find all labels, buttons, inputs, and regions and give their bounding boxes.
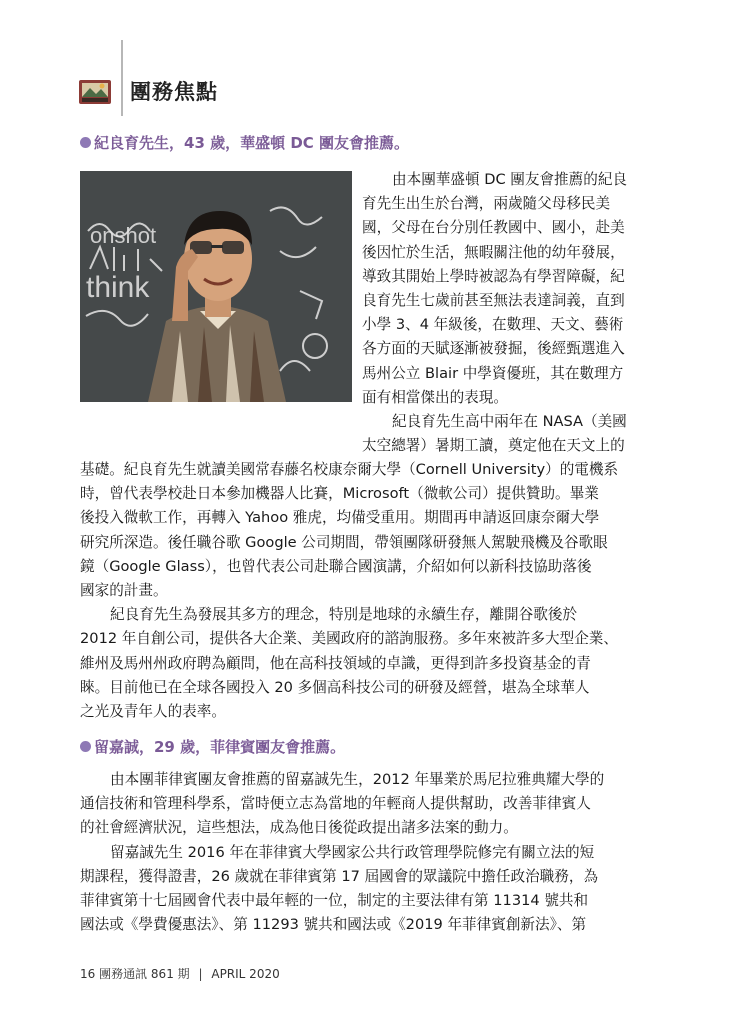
bullet-icon: [80, 741, 91, 752]
profile-body-wrapped: 由本團華盛頓 DC 團友會推薦的紀良 育先生出生於台灣，兩歲隨父母移民美 國，父母在台分別任教國中、國小，赴美 後因忙於生活，無暇關注他的幼年發展， 導致其開始上學時被認為有學習障礙，紀 良育先生七歲前甚至無法表達詞義，直到 小學 3、4 年級後，在數理、天文、藝術 各方面的天賦逐漸被發掘，後經甄選進入 馬州公立 Blair 中學資優班，其在數理方 面有相當傑出的表現。 紀良育先生高中兩年在 NASA（美國 太空總署）暑期工讀，奠定他在天文上的: [362, 171, 628, 455]
svg-text:onshot: onshot: [90, 223, 157, 248]
publication-name: 團務通訊 861 期: [99, 967, 190, 981]
svg-text:think: think: [86, 271, 150, 304]
footer-separator: |: [198, 967, 203, 981]
profile-photo: [80, 171, 352, 402]
header-divider: [121, 40, 123, 116]
section-title: 團務焦點: [130, 80, 218, 104]
profile-body-full: 由本團菲律賓團友會推薦的留嘉誠先生，2012 年畢業於馬尼拉雅典耀大學的 通信技術和管理科學系，當時便立志為當地的年輕商人提供幫助，改善菲律賓人 的社會經濟狀況，這些想法，成為他日後從政提出諸多法案的動力。 留嘉誠先生 2016 年在菲律賓大學國家公共行政管理學院修完有關立法的短 期課程，獲得證書，26 歲就在菲律賓第 17 屆國會的眾議院中擔任政治職務，為 菲律賓第十七屆國會代表中最年輕的一位，制定的主要法律有第 11314 號共和 國法或《學費優惠法》、第 11293 號共和國法或《2019 年菲律賓創新法》、第: [80, 771, 605, 934]
profile-heading: 留嘉誠，29 歲，菲律賓團友會推薦。: [80, 737, 345, 757]
logo-icon: [78, 76, 114, 106]
profile-heading: 紀良育先生，43 歲，華盛頓 DC 團友會推薦。: [80, 133, 409, 153]
bullet-icon: [80, 137, 91, 148]
page-footer: [80, 965, 280, 982]
issue-date: APRIL 2020: [211, 967, 280, 981]
profile-body-full: 基礎。紀良育先生就讀美國常春藤名校康奈爾大學（Cornell University）的電機系 時，曾代表學校赴日本參加機器人比賽，Microsoft（微軟公司）提供贊助。畢業 後投入微軟工作，再轉入 Yahoo 雅虎，均備受重用。期間再申請返回康奈爾大學 研究所深造。後任職谷歌 Google 公司期間，帶領團隊研發無人駕駛飛機及谷歌眼 鏡（Google Glass），也曾代表公司赴聯合國演講，介紹如何以新科技協助落後 國家的計畫。 紀良育先生為發展其多方的理念，特別是地球的永續生存，離開谷歌後於 2012 年自創公司，提供各大企業、美國政府的諮詢服務。多年來被許多大型企業、 維州及馬州州政府聘為顧問，他在高科技領域的卓識，更得到許多投資基金的青 睞。目前他已在全球各國投入 20 多個高科技公司的研發及經營，堪為全球華人 之光及青年人的表率。: [80, 461, 619, 721]
page-number: 16: [80, 967, 96, 981]
